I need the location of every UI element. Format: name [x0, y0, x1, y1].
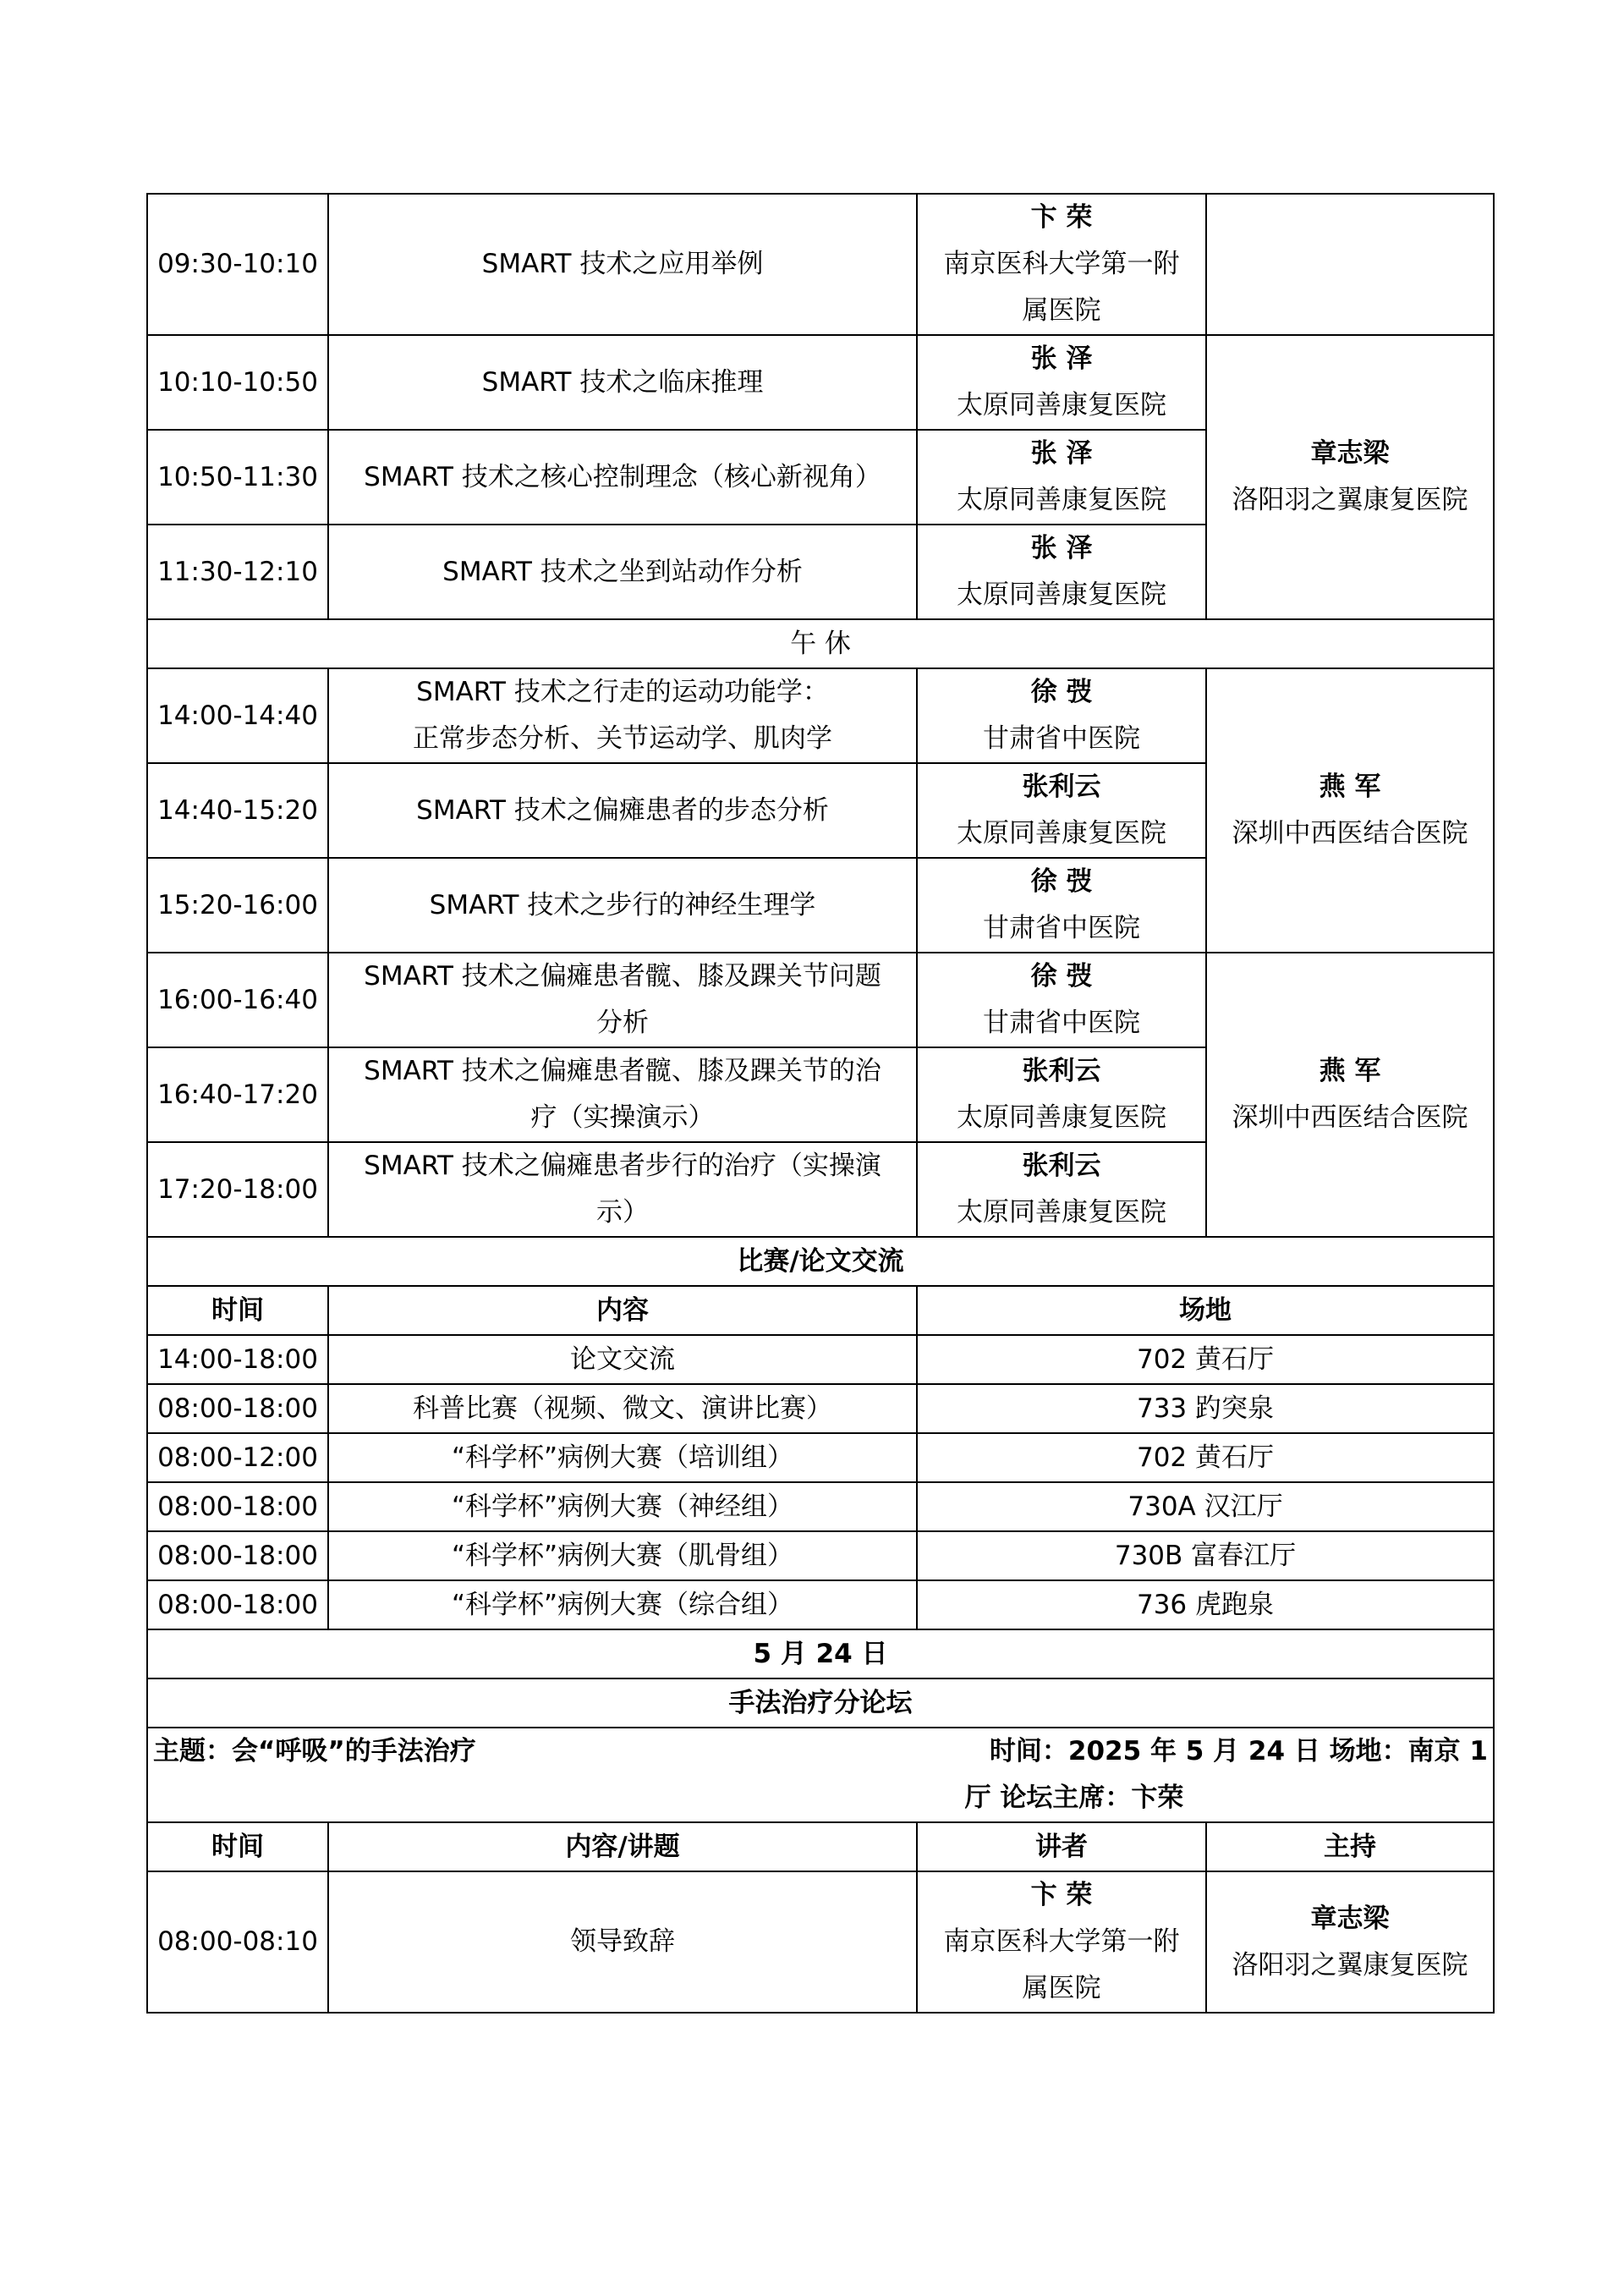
- table-row: [147, 953, 1494, 1047]
- table-row: [147, 1482, 1494, 1531]
- content-cell: 科普比赛（视频、微文、演讲比赛）: [328, 1384, 917, 1433]
- speaker-name: 徐 弢: [1030, 961, 1093, 992]
- header-speaker: 讲者: [917, 1822, 1206, 1871]
- speaker-org: 甘肃省中医院: [983, 913, 1140, 943]
- speaker-org: 太原同善康复医院: [957, 818, 1166, 849]
- table-row: [147, 1433, 1494, 1482]
- speaker-name: 卞 荣: [1030, 202, 1093, 233]
- speaker-name: 卞 荣: [1030, 1880, 1093, 1910]
- host-cell: [1206, 1871, 1494, 2013]
- speaker-cell: [917, 763, 1206, 858]
- topic-cell: SMART 技术之步行的神经生理学: [328, 858, 917, 953]
- forum-time-venue: 时间：2025 年 5 月 24 日 场地：南京 1: [989, 1736, 1488, 1766]
- host-cell: [1206, 335, 1494, 619]
- time-cell: 08:00-08:10: [147, 1871, 328, 2013]
- table-row: [147, 1871, 1494, 2013]
- speaker-name: 张利云: [1022, 1151, 1101, 1181]
- speaker-cell: [917, 668, 1206, 763]
- time-cell: 14:00-14:40: [147, 668, 328, 763]
- lunch-break: 午 休: [147, 619, 1494, 668]
- speaker-org: 太原同善康复医院: [957, 580, 1166, 610]
- table-row: [147, 1531, 1494, 1580]
- speaker-org: 太原同善康复医院: [957, 1197, 1166, 1228]
- venue-cell: 733 趵突泉: [917, 1384, 1494, 1433]
- time-cell: 08:00-18:00: [147, 1482, 328, 1531]
- speaker-cell: [917, 953, 1206, 1047]
- table-row: [147, 619, 1494, 668]
- table-row: [147, 1678, 1494, 1728]
- speaker-cell: [917, 1047, 1206, 1142]
- table-row: [147, 1335, 1494, 1384]
- topic-cell: SMART 技术之行走的运动功能学： 正常步态分析、关节运动学、肌肉学: [328, 668, 917, 763]
- time-cell: 17:20-18:00: [147, 1142, 328, 1237]
- host-name: 章志梁: [1310, 438, 1390, 469]
- venue-cell: 702 黄石厅: [917, 1335, 1494, 1384]
- speaker-org: 甘肃省中医院: [983, 1008, 1140, 1038]
- host-cell-empty: [1206, 194, 1494, 335]
- speaker-org: 太原同善康复医院: [957, 390, 1166, 420]
- header-host: 主持: [1206, 1822, 1494, 1871]
- speaker-cell: [917, 194, 1206, 335]
- table-header-row: [147, 1822, 1494, 1871]
- speaker-org: 属医院: [1022, 295, 1101, 326]
- time-cell: 10:50-11:30: [147, 430, 328, 525]
- forum-theme-cell: [147, 1728, 1494, 1822]
- host-org: 洛阳羽之翼康复医院: [1232, 485, 1468, 515]
- speaker-cell: [917, 525, 1206, 619]
- venue-cell: 702 黄石厅: [917, 1433, 1494, 1482]
- speaker-org: 南京医科大学第一附: [943, 249, 1180, 279]
- speaker-name: 张 泽: [1030, 438, 1093, 469]
- speaker-org: 属医院: [1022, 1973, 1101, 2003]
- content-cell: “科学杯”病例大赛（神经组）: [328, 1482, 917, 1531]
- content-cell: “科学杯”病例大赛（综合组）: [328, 1580, 917, 1629]
- speaker-cell: [917, 335, 1206, 430]
- content-cell: 论文交流: [328, 1335, 917, 1384]
- header-topic: 内容/讲题: [328, 1822, 917, 1871]
- table-row: [147, 1629, 1494, 1678]
- venue-cell: 736 虎跑泉: [917, 1580, 1494, 1629]
- time-cell: 11:30-12:10: [147, 525, 328, 619]
- time-cell: 09:30-10:10: [147, 194, 328, 335]
- host-org: 洛阳羽之翼康复医院: [1232, 1949, 1468, 1981]
- header-venue: 场地: [917, 1286, 1494, 1335]
- venue-cell: 730B 富春江厅: [917, 1531, 1494, 1580]
- header-content: 内容: [328, 1286, 917, 1335]
- host-name: 章志梁: [1310, 1903, 1390, 1934]
- table-row: [147, 335, 1494, 430]
- table-row: [147, 1237, 1494, 1286]
- table-row: [147, 1384, 1494, 1433]
- topic-cell: SMART 技术之临床推理: [328, 335, 917, 430]
- topic-cell: SMART 技术之应用举例: [328, 194, 917, 335]
- forum-chair: 厅 论坛主席：卞荣: [964, 1783, 1184, 1813]
- header-time: 时间: [147, 1822, 328, 1871]
- time-cell: 16:00-16:40: [147, 953, 328, 1047]
- time-cell: 16:40-17:20: [147, 1047, 328, 1142]
- time-cell: 10:10-10:50: [147, 335, 328, 430]
- host-name: 燕 军: [1319, 1056, 1381, 1086]
- topic-cell: SMART 技术之偏瘫患者髋、膝及踝关节问题 分析: [328, 953, 917, 1047]
- competition-title: 比赛/论文交流: [147, 1237, 1494, 1286]
- forum-theme: 主题：会“呼吸”的手法治疗: [153, 1736, 476, 1766]
- topic-cell: SMART 技术之偏瘫患者髋、膝及踝关节的治 疗（实操演示）: [328, 1047, 917, 1142]
- host-cell: [1206, 668, 1494, 953]
- speaker-cell: [917, 858, 1206, 953]
- host-org: 深圳中西医结合医院: [1232, 1102, 1468, 1133]
- table-row: [147, 668, 1494, 763]
- speaker-org: 南京医科大学第一附: [943, 1926, 1180, 1957]
- topic-cell: SMART 技术之核心控制理念（核心新视角）: [328, 430, 917, 525]
- table-row: [147, 194, 1494, 335]
- time-cell: 08:00-18:00: [147, 1384, 328, 1433]
- speaker-org: 太原同善康复医院: [957, 1102, 1166, 1133]
- speaker-org: 太原同善康复医院: [957, 485, 1166, 515]
- content-cell: “科学杯”病例大赛（肌骨组）: [328, 1531, 917, 1580]
- day-title: 5 月 24 日: [147, 1629, 1494, 1678]
- host-org: 深圳中西医结合医院: [1232, 818, 1468, 849]
- topic-cell: SMART 技术之偏瘫患者步行的治疗（实操演 示）: [328, 1142, 917, 1237]
- speaker-name: 张利云: [1022, 1056, 1101, 1086]
- header-time: 时间: [147, 1286, 328, 1335]
- topic-cell: 领导致辞: [328, 1871, 917, 2013]
- schedule-table: [146, 193, 1495, 2014]
- topic-cell: SMART 技术之坐到站动作分析: [328, 525, 917, 619]
- time-cell: 08:00-12:00: [147, 1433, 328, 1482]
- speaker-name: 张 泽: [1030, 343, 1093, 374]
- speaker-cell: [917, 1142, 1206, 1237]
- host-cell: [1206, 953, 1494, 1237]
- table-row: [147, 1580, 1494, 1629]
- venue-cell: 730A 汉江厅: [917, 1482, 1494, 1531]
- speaker-org: 甘肃省中医院: [983, 723, 1140, 754]
- time-cell: 14:00-18:00: [147, 1335, 328, 1384]
- speaker-name: 张 泽: [1030, 533, 1093, 563]
- speaker-name: 徐 弢: [1030, 866, 1093, 897]
- speaker-name: 徐 弢: [1030, 677, 1093, 707]
- time-cell: 08:00-18:00: [147, 1531, 328, 1580]
- table-row: [147, 1728, 1494, 1822]
- speaker-cell: [917, 430, 1206, 525]
- content-cell: “科学杯”病例大赛（培训组）: [328, 1433, 917, 1482]
- time-cell: 14:40-15:20: [147, 763, 328, 858]
- time-cell: 15:20-16:00: [147, 858, 328, 953]
- topic-cell: SMART 技术之偏瘫患者的步态分析: [328, 763, 917, 858]
- host-name: 燕 军: [1319, 772, 1381, 802]
- table-header-row: [147, 1286, 1494, 1335]
- speaker-cell: [917, 1871, 1206, 2013]
- forum-title: 手法治疗分论坛: [147, 1678, 1494, 1728]
- speaker-name: 张利云: [1022, 772, 1101, 802]
- time-cell: 08:00-18:00: [147, 1580, 328, 1629]
